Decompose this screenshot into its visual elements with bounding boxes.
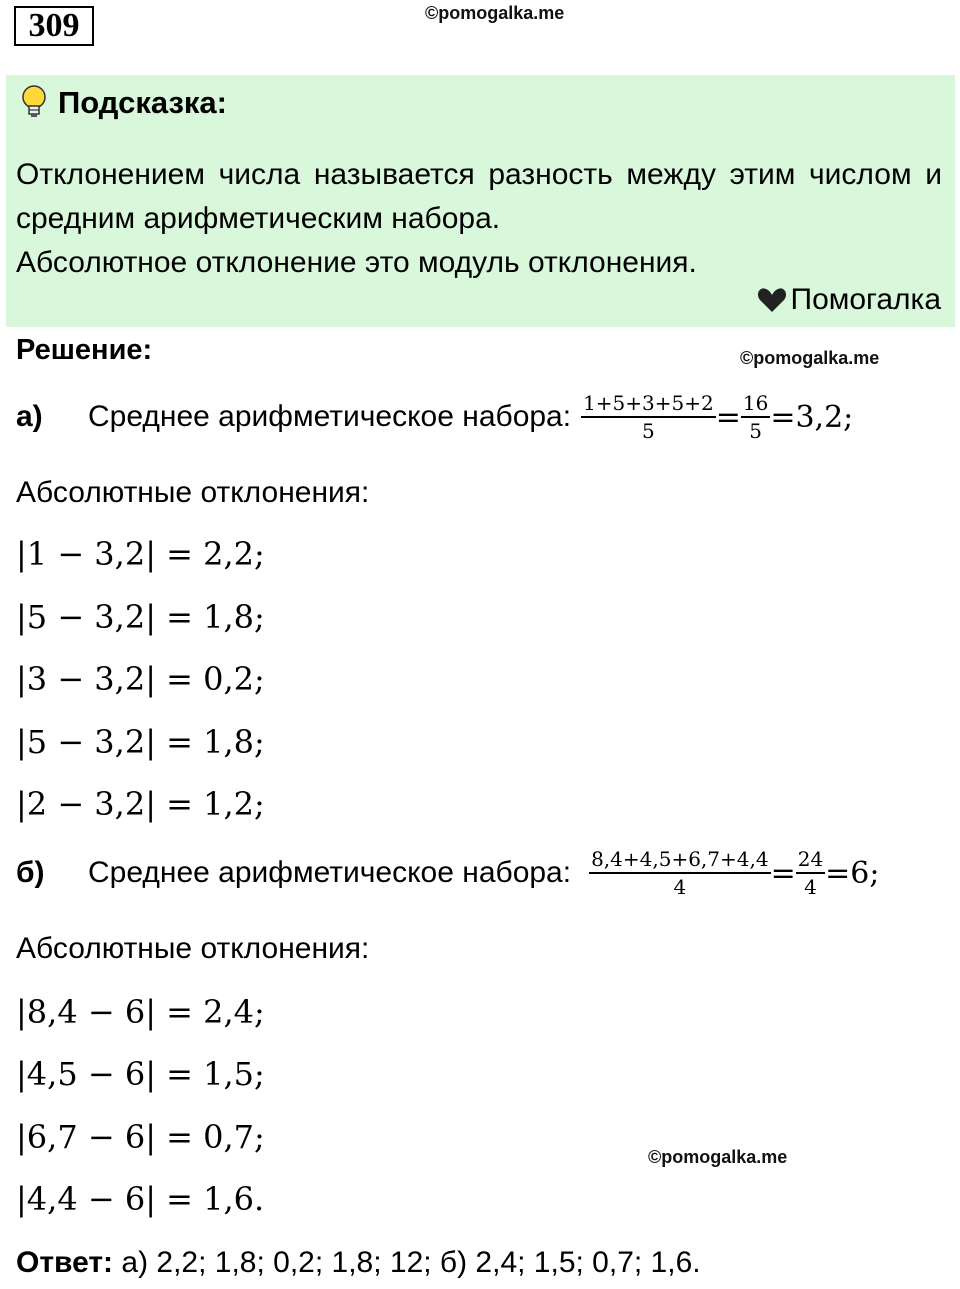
hint-brand — [757, 283, 942, 317]
part-b-deviation-4: |4,4 − 6| = 1,6. — [16, 1180, 265, 1218]
part-a-deviation-4: |5 − 3,2| = 1,8; — [16, 723, 265, 761]
part-a-fraction-sum-denominator: 5 — [642, 419, 655, 443]
hint-text — [16, 153, 942, 285]
part-a-mean-text: Среднее арифметическое набора: — [88, 400, 572, 433]
watermark-top: ©pomogalka.me — [425, 3, 565, 23]
part-a-mean: а) Среднее арифметическое набора: $\frac{1+5+3+5+2}{5}$ = $\frac{16}{5}$ =3,2; — [16, 391, 854, 443]
hint-line-2: Абсолютное отклонение это модуль отклонения. — [16, 246, 697, 279]
answer-label: Ответ: — [16, 1246, 114, 1279]
part-a-fraction-sum — [581, 390, 716, 444]
answer-line — [16, 1246, 701, 1280]
part-a-fraction-sum-numerator: 1+5+3+5+2 — [581, 390, 716, 418]
part-a-deviation-3: |3 − 3,2| = 0,2; — [16, 660, 265, 698]
hint-title — [20, 85, 227, 121]
part-a-deviation-5: |2 − 3,2| = 1,2; — [16, 785, 265, 823]
part-a-mean-result: =3,2; — [770, 399, 854, 435]
part-b-fraction-total — [796, 846, 825, 900]
part-a-fraction-total-numerator: 16 — [741, 390, 770, 418]
heart-icon — [757, 287, 787, 313]
part-b-deviation-3: |6,7 − 6| = 0,7; — [16, 1118, 265, 1156]
hint-box — [6, 75, 955, 327]
part-a-deviation-1: |1 − 3,2| = 2,2; — [16, 535, 265, 573]
answer-text: а) 2,2; 1,8; 0,2; 1,8; 12; б) 2,4; 1,5; 0,7; 1,6. — [113, 1246, 701, 1279]
part-b-deviations-title: Абсолютные отклонения: — [16, 932, 370, 965]
part-a-deviation-2: |5 − 3,2| = 1,8; — [16, 598, 265, 636]
lightbulb-icon — [20, 85, 48, 119]
part-a-deviations-title: Абсолютные отклонения: — [16, 476, 370, 509]
watermark-bottom: ©pomogalka.me — [648, 1147, 788, 1167]
solution-title: Решение: — [16, 334, 153, 366]
part-b-fraction-total-denominator: 4 — [804, 875, 817, 899]
part-b-fraction-sum-numerator: 8,4+4,5+6,7+4,4 — [589, 846, 771, 874]
part-b-mean-result: =6; — [825, 855, 880, 891]
hint-line-1: Отклонением числа называется разность между этим числом и средним арифметическим набора. — [16, 158, 942, 235]
hint-title-text: Подсказка: — [58, 85, 227, 120]
part-a-fraction-total — [741, 390, 770, 444]
part-b-label: б) — [16, 856, 45, 889]
part-a-fraction-total-denominator: 5 — [749, 419, 762, 443]
part-b-fraction-sum-denominator: 4 — [673, 875, 687, 899]
part-b-fraction-sum — [589, 846, 771, 900]
part-b-deviation-2: |4,5 − 6| = 1,5; — [16, 1055, 265, 1093]
part-b-mean: б) Среднее арифметическое набора: $\frac{8,4+4,5+6,7+4,4}{4}$ = $\frac{24}{4}$ =6; — [16, 847, 880, 899]
hint-brand-text: Помогалка — [790, 283, 941, 316]
part-b-deviation-1: |8,4 − 6| = 2,4; — [16, 993, 265, 1031]
part-b-mean-text: Среднее арифметическое набора: — [88, 856, 572, 889]
watermark-middle: ©pomogalka.me — [740, 348, 880, 368]
part-a-label: а) — [16, 400, 43, 433]
part-b-fraction-total-numerator: 24 — [796, 846, 825, 874]
task-number: 309 — [14, 6, 94, 46]
